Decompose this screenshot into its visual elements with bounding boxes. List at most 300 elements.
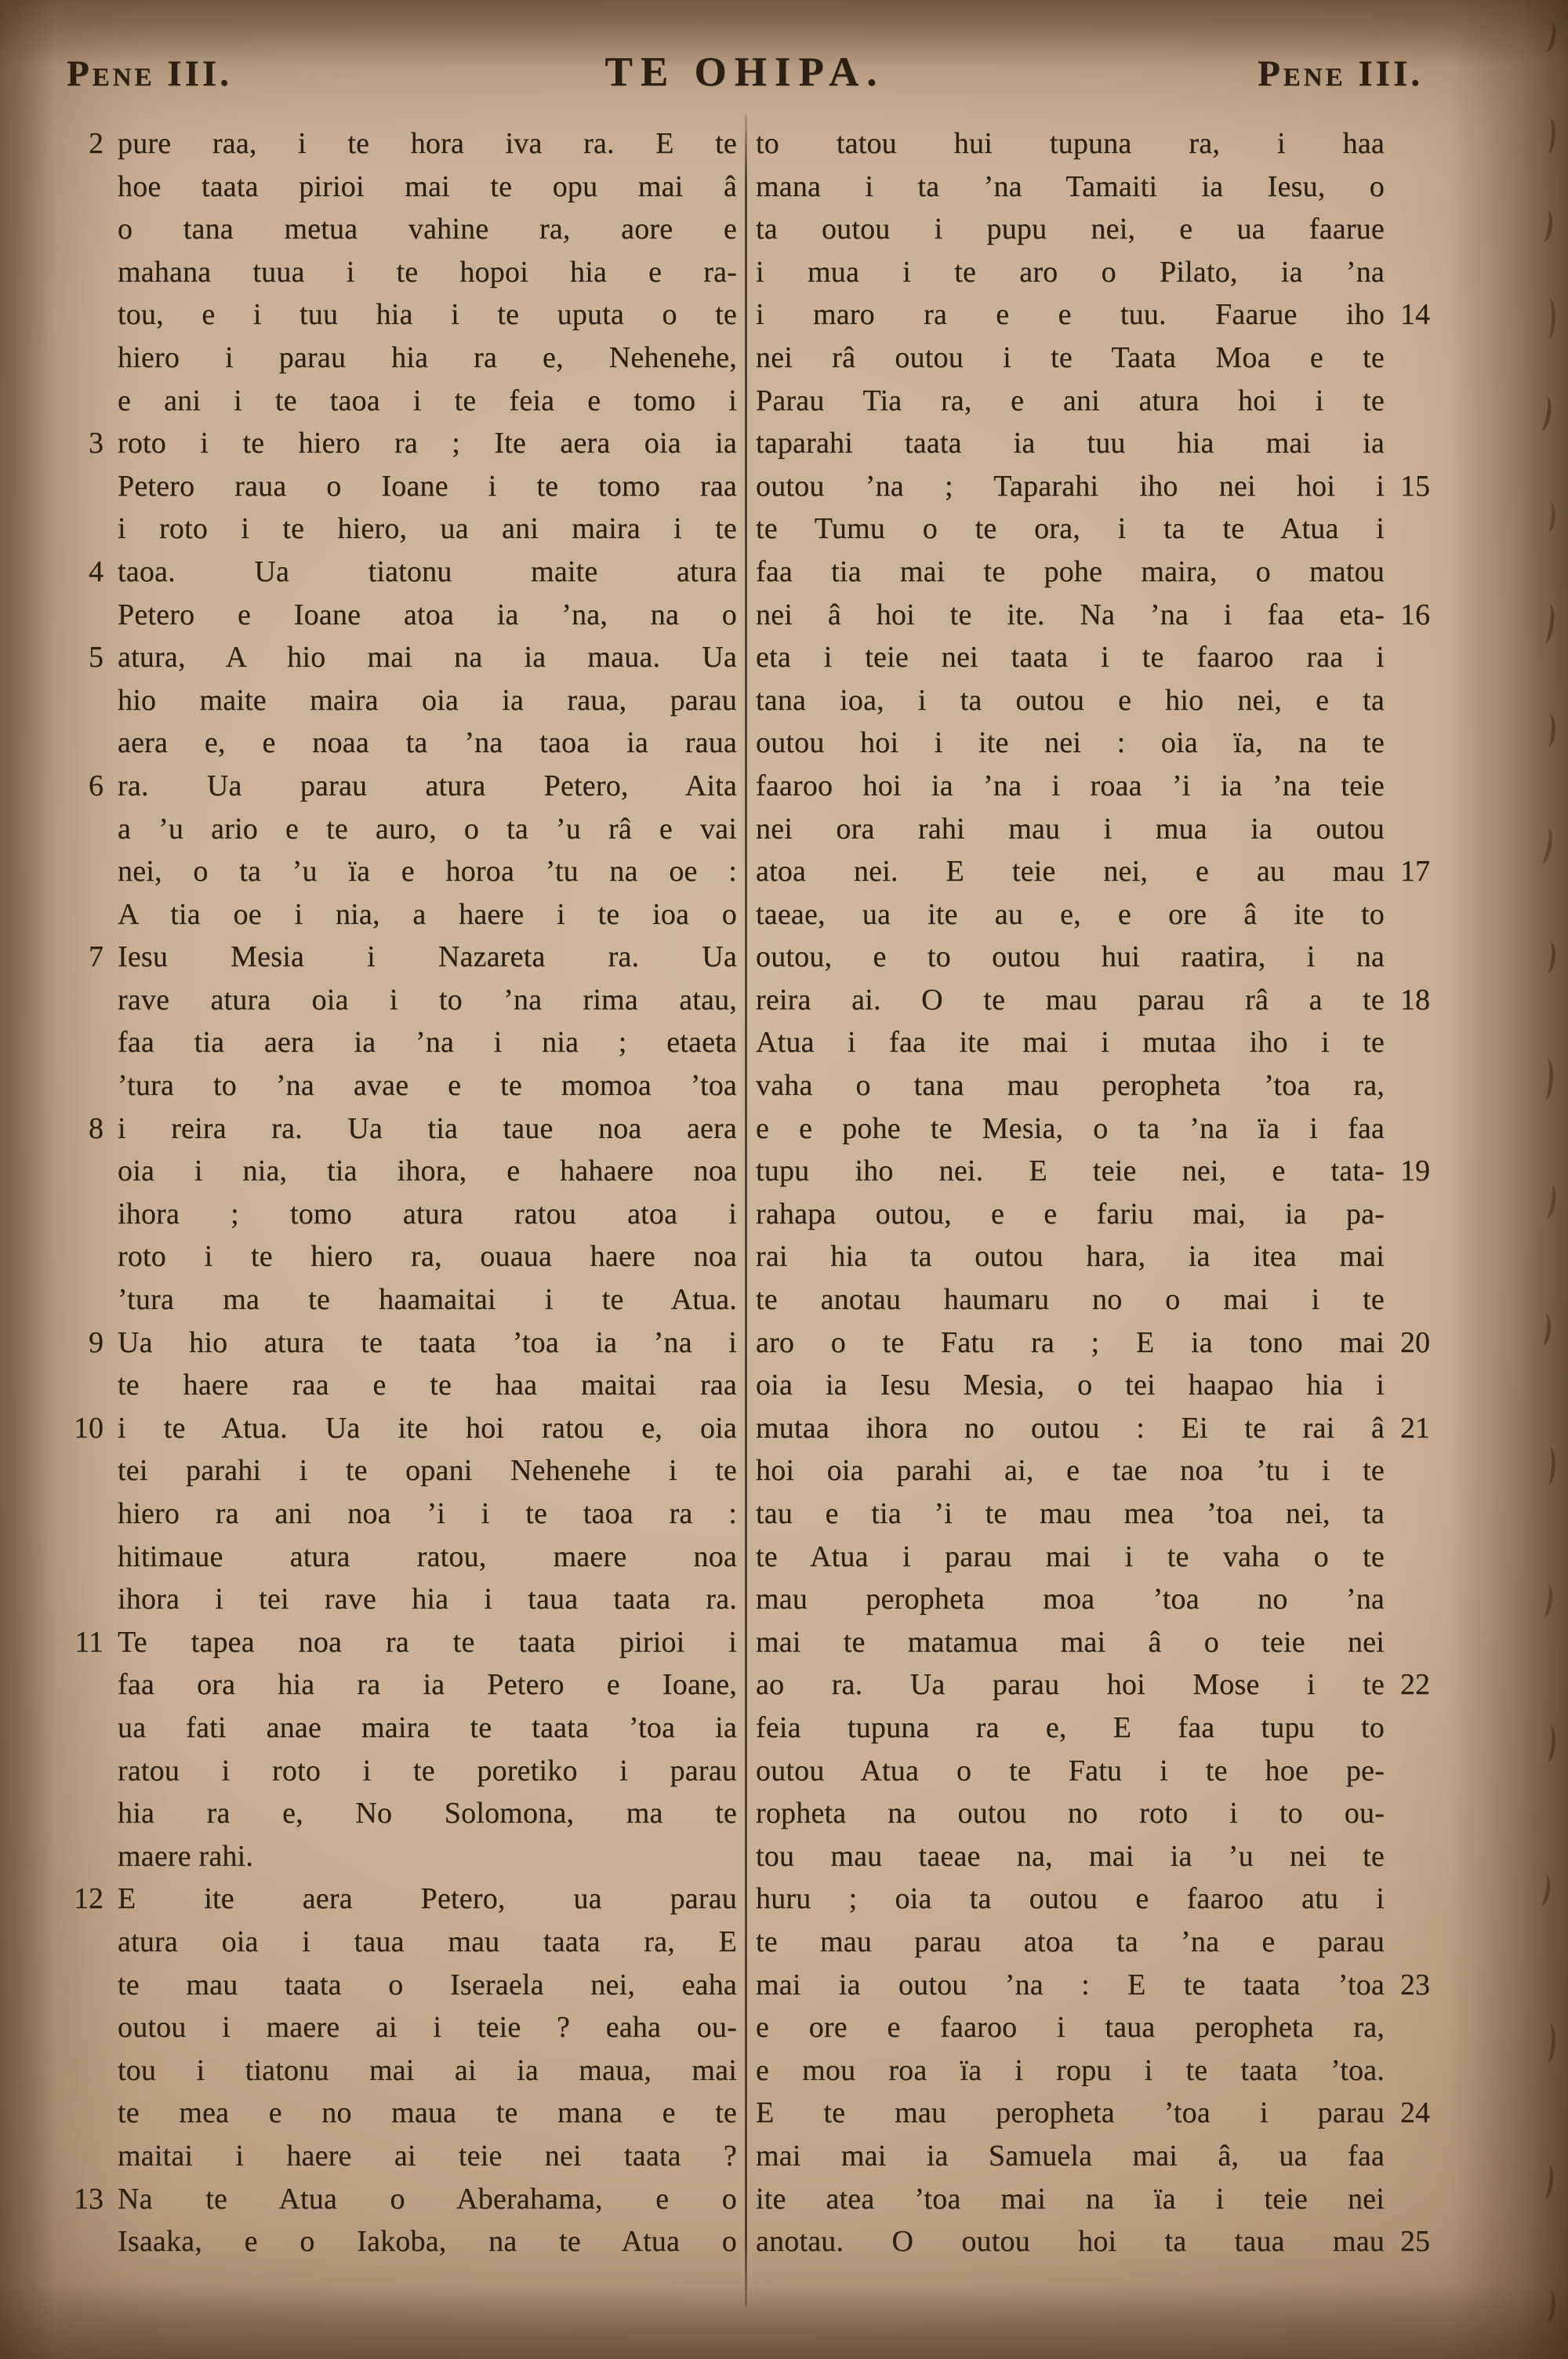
- verse-line: [50, 1750, 737, 1793]
- verse-line: [756, 1792, 1446, 1835]
- verse-line: [756, 1750, 1446, 1793]
- verse-text: roto i te hiero ra ; Ite aera oia ia: [118, 427, 737, 460]
- verse-text: mai mai ia Samuela mai â, ua faa: [756, 2139, 1385, 2172]
- verse-line: [756, 422, 1446, 465]
- verse-line: [50, 165, 737, 209]
- verse-line: [756, 765, 1446, 808]
- verse-text: mana i ta ’na Tamaiti ia Iesu, o: [756, 169, 1385, 203]
- verse-line: [50, 893, 737, 936]
- verse-number: [1385, 765, 1446, 808]
- verse-number: [1385, 1578, 1446, 1621]
- verse-line: [756, 551, 1446, 594]
- verse-number: [50, 165, 118, 209]
- verse-line: [756, 465, 1446, 508]
- verse-line: [756, 1321, 1446, 1365]
- page-edge-mark: [1538, 1183, 1559, 1220]
- verse-text: tei parahi i te opani Nehenehe i te: [118, 1454, 737, 1488]
- verse-number: [50, 2220, 118, 2263]
- verse-number: [50, 1707, 118, 1750]
- verse-line: [756, 165, 1446, 209]
- verse-number: [1385, 1064, 1446, 1107]
- verse-number: [1385, 1621, 1446, 1664]
- verse-line: [50, 122, 737, 165]
- verse-number: [1385, 2049, 1446, 2092]
- verse-line: [50, 1193, 737, 1236]
- verse-text: hoe taata pirioi mai te opu mai â: [118, 169, 737, 203]
- verse-number: 3: [89, 427, 103, 460]
- page-edge-mark: [1537, 1058, 1555, 1100]
- verse-number: [50, 251, 118, 294]
- verse-line: [50, 808, 737, 851]
- verse-line: [756, 1536, 1446, 1579]
- verse-text: mai te matamua mai â o teie nei: [756, 1625, 1385, 1659]
- verse-line: [756, 1235, 1446, 1278]
- verse-text: o tana metua vahine ra, aore e: [118, 213, 737, 246]
- page-edge-mark: [1535, 209, 1555, 243]
- verse-number: 16: [1400, 598, 1430, 631]
- verse-text: nei, o ta ’u ïa e horoa ’tu na oe :: [118, 855, 737, 889]
- verse-text: faa tia aera ia ’na i nia ; etaeta: [118, 1026, 737, 1060]
- verse-text: ratou i roto i te poretiko i parau: [118, 1754, 737, 1787]
- verse-text: faa ora hia ra ia Petero e Ioane,: [118, 1668, 737, 1702]
- verse-number: [50, 1492, 118, 1536]
- verse-text: hoi oia parahi ai, e tae noa ’tu i te: [756, 1454, 1385, 1488]
- verse-number: [1385, 251, 1446, 294]
- verse-text: i te Atua. Ua ite hoi ratou e, oia: [118, 1411, 737, 1445]
- verse-text: ite atea ’toa mai na ïa i teie nei: [756, 2182, 1385, 2215]
- verse-number: [1385, 1364, 1446, 1407]
- running-header: [67, 49, 1423, 96]
- running-header-left: Pene III.: [67, 53, 232, 94]
- verse-line: [50, 2092, 737, 2135]
- verse-text: hiero ra ani noa ’i i te taoa ra :: [118, 1497, 737, 1530]
- verse-number: [1385, 1449, 1446, 1492]
- page-edge-mark: [1533, 1873, 1554, 1906]
- verse-text: nei râ outou i te Taata Moa e te: [756, 340, 1385, 374]
- verse-number: 5: [89, 641, 103, 674]
- verse-line: [50, 551, 737, 594]
- verse-number: [50, 507, 118, 551]
- verse-text: atura oia i taua mau taata ra, E: [118, 1925, 737, 1958]
- verse-number: 22: [1400, 1668, 1430, 1702]
- verse-number: [50, 979, 118, 1022]
- verse-text: atoa nei. E teie nei, e au mau: [756, 855, 1385, 889]
- verse-text: maitai i haere ai teie nei taata ?: [118, 2139, 737, 2172]
- verse-text: hitimaue atura ratou, maere noa: [118, 1539, 737, 1573]
- verse-line: [50, 1663, 737, 1707]
- verse-number: [1385, 679, 1446, 722]
- verse-number: [50, 1021, 118, 1064]
- right-text-column: [756, 122, 1446, 2263]
- verse-line: [50, 1707, 737, 1750]
- verse-line: [756, 1921, 1446, 1964]
- verse-line: [50, 1278, 737, 1321]
- verse-line: [50, 2006, 737, 2049]
- verse-number: [1385, 1835, 1446, 1878]
- verse-text: hia ra e, No Solomona, ma te: [118, 1797, 737, 1830]
- verse-number: [1385, 722, 1446, 765]
- verse-text: tou mau taeae na, mai ia ’u nei te: [756, 1839, 1385, 1873]
- verse-line: [756, 1193, 1446, 1236]
- page-edge-mark: [1540, 501, 1557, 533]
- verse-line: [756, 1449, 1446, 1492]
- verse-text: tou i tiatonu mai ai ia maua, mai: [118, 2053, 737, 2087]
- verse-line: [756, 1364, 1446, 1407]
- verse-text: oia i nia, tia ihora, e hahaere noa: [118, 1154, 737, 1188]
- verse-text: faaroo hoi ia ’na i roaa ’i ia ’na teie: [756, 769, 1385, 802]
- page-edge-mark: [1540, 117, 1558, 154]
- verse-line: [50, 1921, 737, 1964]
- verse-line: [50, 1877, 737, 1921]
- verse-number: [50, 1235, 118, 1278]
- verse-line: [756, 2006, 1446, 2049]
- page-edge-mark: [1534, 827, 1555, 865]
- verse-number: 2: [89, 127, 103, 160]
- verse-line: [756, 336, 1446, 380]
- verse-line: [756, 2092, 1446, 2135]
- verse-text: a ’u ario e te auro, o ta ’u râ e vai: [118, 812, 737, 845]
- running-header-right: Pene III.: [1258, 53, 1423, 94]
- verse-line: [756, 1278, 1446, 1321]
- verse-text: ’tura ma te haamaitai i te Atua.: [118, 1283, 737, 1317]
- verse-line: [756, 1663, 1446, 1707]
- verse-text: ao ra. Ua parau hoi Mose i te: [756, 1668, 1385, 1702]
- verse-text: mutaa ihora no outou : Ei te rai â: [756, 1411, 1385, 1445]
- page-edge-mark: [1539, 940, 1557, 973]
- verse-number: 20: [1400, 1325, 1430, 1359]
- verse-text: ra. Ua parau atura Petero, Aita: [118, 769, 737, 802]
- verse-line: [756, 1064, 1446, 1107]
- verse-number: [50, 722, 118, 765]
- verse-text: ihora i tei rave hia i taua taata ra.: [118, 1583, 737, 1616]
- verse-number: 8: [89, 1111, 103, 1145]
- verse-text: Petero e Ioane atoa ia ’na, na o: [118, 598, 737, 631]
- verse-text: roto i te hiero ra, ouaua haere noa: [118, 1240, 737, 1274]
- verse-number: [50, 850, 118, 893]
- verse-text: feia tupuna ra e, E faa tupu to: [756, 1710, 1385, 1744]
- page-edge-mark: [1534, 395, 1555, 432]
- verse-line: [50, 722, 737, 765]
- verse-text: A tia oe i nia, a haere i te ioa o: [118, 897, 737, 931]
- verse-text: ihora ; tomo atura ratou atoa i: [118, 1197, 737, 1230]
- verse-text: te Atua i parau mai i te vaha o te: [756, 1539, 1385, 1573]
- verse-text: hiero i parau hia ra e, Nehenehe,: [118, 340, 737, 374]
- verse-line: [756, 1877, 1446, 1921]
- verse-line: [50, 1321, 737, 1365]
- verse-line: [50, 1449, 737, 1492]
- verse-text: reira ai. O te mau parau râ a te: [756, 983, 1385, 1016]
- verse-text: hio maite maira oia ia raua, parau: [118, 683, 737, 717]
- page-edge-mark: [1538, 20, 1559, 53]
- verse-line: [756, 1578, 1446, 1621]
- verse-number: [1385, 1750, 1446, 1793]
- verse-text: e ore e faaroo i taua peropheta ra,: [756, 2011, 1385, 2045]
- verse-number: [1385, 208, 1446, 251]
- verse-line: [50, 1235, 737, 1278]
- verse-number: [1385, 1792, 1446, 1835]
- verse-number: 4: [89, 554, 103, 588]
- verse-text: faa tia mai te pohe maira, o matou: [756, 554, 1385, 588]
- verse-number: 15: [1400, 469, 1430, 503]
- verse-text: E ite aera Petero, ua parau: [118, 1882, 737, 1916]
- verse-text: oia ia Iesu Mesia, o tei haapao hia i: [756, 1369, 1385, 1402]
- verse-text: Isaaka, e o Iakoba, na te Atua o: [118, 2225, 737, 2259]
- verse-line: [756, 380, 1446, 423]
- verse-number: [1385, 936, 1446, 979]
- verse-line: [756, 1835, 1446, 1878]
- verse-number: [1385, 1235, 1446, 1278]
- verse-line: [756, 2178, 1446, 2221]
- verse-text: te mea e no maua te mana e te: [118, 2096, 737, 2130]
- verse-line: [756, 808, 1446, 851]
- verse-line: [50, 465, 737, 508]
- column-divider-rule: [745, 114, 747, 2306]
- verse-line: [756, 293, 1446, 336]
- verse-text: nei â hoi te ite. Na ’na i faa eta-: [756, 598, 1385, 631]
- verse-number: [1385, 1278, 1446, 1321]
- verse-text: te mau parau atoa ta ’na e parau: [756, 1925, 1385, 1958]
- verse-number: 6: [89, 769, 103, 802]
- verse-number: [50, 893, 118, 936]
- verse-number: [1385, 507, 1446, 551]
- verse-line: [756, 1621, 1446, 1664]
- verse-number: 13: [74, 2182, 103, 2215]
- verse-number: [50, 1750, 118, 1793]
- verse-line: [50, 1064, 737, 1107]
- verse-number: [50, 594, 118, 637]
- verse-line: [50, 293, 737, 336]
- verse-text: i roto i te hiero, ua ani maira i te: [118, 512, 737, 546]
- verse-number: [1385, 1021, 1446, 1064]
- verse-line: [50, 1364, 737, 1407]
- verse-number: 7: [89, 940, 103, 974]
- verse-line: [50, 594, 737, 637]
- verse-number: [1385, 808, 1446, 851]
- verse-line: [50, 1964, 737, 2007]
- verse-line: [50, 636, 737, 679]
- verse-number: [1385, 1536, 1446, 1579]
- verse-text: Parau Tia ra, e ani atura hoi i te: [756, 383, 1385, 417]
- verse-line: [756, 1407, 1446, 1450]
- verse-line: [50, 2135, 737, 2178]
- verse-number: [1385, 2006, 1446, 2049]
- verse-line: [756, 1964, 1446, 2007]
- verse-line: [756, 636, 1446, 679]
- verse-number: 25: [1400, 2225, 1430, 2259]
- verse-line: [756, 251, 1446, 294]
- page-edge-mark: [1536, 2164, 1555, 2200]
- page-edge-mark: [1539, 2023, 1557, 2063]
- verse-number: 23: [1400, 1968, 1430, 2001]
- verse-text: mau peropheta moa ’toa no ’na: [756, 1583, 1385, 1616]
- verse-line: [50, 1792, 737, 1835]
- verse-line: [756, 122, 1446, 165]
- verse-text: i mua i te aro o Pilato, ia ’na: [756, 255, 1385, 289]
- verse-line: [756, 936, 1446, 979]
- verse-line: [756, 594, 1446, 637]
- verse-line: [50, 936, 737, 979]
- verse-number: [1385, 1707, 1446, 1750]
- verse-number: [50, 1364, 118, 1407]
- verse-number: [50, 1536, 118, 1579]
- verse-text: Petero raua o Ioane i te tomo raa: [118, 469, 737, 503]
- verse-number: [50, 293, 118, 336]
- verse-number: [50, 380, 118, 423]
- verse-number: [50, 465, 118, 508]
- page-title: TE OHIPA.: [604, 49, 885, 95]
- verse-line: [50, 2178, 737, 2221]
- verse-line: [756, 1492, 1446, 1536]
- page-edge-mark: [1539, 2289, 1557, 2322]
- verse-text: Te tapea noa ra te taata pirioi i: [118, 1625, 737, 1659]
- verse-text: rave atura oia i to ’na rima atau,: [118, 983, 737, 1016]
- verse-line: [50, 2220, 737, 2263]
- verse-text: atura, A hio mai na ia maua. Ua: [118, 641, 737, 674]
- verse-number: [50, 1193, 118, 1236]
- page-edge-mark: [1540, 1446, 1557, 1485]
- verse-number: [1385, 636, 1446, 679]
- verse-text: outou Atua o te Fatu i te hoe pe-: [756, 1754, 1385, 1787]
- verse-text: outou i maere ai i teie ? eaha ou-: [118, 2011, 737, 2045]
- verse-number: [1385, 165, 1446, 209]
- verse-line: [50, 380, 737, 423]
- verse-text: te mau taata o Iseraela nei, eaha: [118, 1968, 737, 2001]
- verse-text: mai ia outou ’na : E te taata ’toa: [756, 1968, 1385, 2001]
- verse-text: aera e, e noaa ta ’na taoa ia raua: [118, 726, 737, 760]
- verse-text: ta outou i pupu nei, e ua faarue: [756, 213, 1385, 246]
- verse-line: [50, 208, 737, 251]
- verse-number: [50, 1835, 118, 1878]
- verse-number: 17: [1400, 855, 1430, 889]
- verse-text: taparahi taata ia tuu hia mai ia: [756, 427, 1385, 460]
- verse-text: outou hoi i ite nei : oia ïa, na te: [756, 726, 1385, 760]
- verse-text: e mou roa ïa i ropu i te taata ’toa.: [756, 2053, 1385, 2087]
- verse-number: [1385, 1193, 1446, 1236]
- verse-number: [50, 1064, 118, 1107]
- verse-number: [50, 208, 118, 251]
- verse-text: maere rahi.: [118, 1839, 254, 1873]
- verse-number: [1385, 1877, 1446, 1921]
- verse-text: e e pohe te Mesia, o ta ’na ïa i faa: [756, 1111, 1385, 1145]
- verse-text: pure raa, i te hora iva ra. E te: [118, 127, 737, 160]
- verse-number: [50, 1792, 118, 1835]
- page-edge-mark: [1539, 1725, 1557, 1762]
- verse-line: [50, 251, 737, 294]
- verse-text: i maro ra e e tuu. Faarue iho: [756, 298, 1385, 332]
- verse-number: [1385, 893, 1446, 936]
- verse-text: tupu iho nei. E teie nei, e tata-: [756, 1154, 1385, 1188]
- verse-text: te anotau haumaru no o mai i te: [756, 1283, 1385, 1317]
- page-edge-mark: [1537, 603, 1557, 644]
- verse-number: 14: [1400, 298, 1430, 332]
- verse-line: [756, 893, 1446, 936]
- verse-number: [50, 1449, 118, 1492]
- verse-number: 12: [74, 1882, 103, 1916]
- verse-text: tau e tia ’i te mau mea ’toa nei, ta: [756, 1497, 1385, 1530]
- verse-number: [50, 2049, 118, 2092]
- verse-text: anotau. O outou hoi ta taua mau: [756, 2225, 1385, 2259]
- verse-number: [50, 808, 118, 851]
- verse-line: [50, 1107, 737, 1150]
- verse-text: Na te Atua o Aberahama, e o: [118, 2182, 737, 2215]
- verse-text: Ua hio atura te taata ’toa ia ’na i: [118, 1325, 737, 1359]
- verse-line: [50, 1536, 737, 1579]
- verse-number: [1385, 122, 1446, 165]
- verse-number: [1385, 422, 1446, 465]
- verse-text: ’tura to ’na avae e te momoa ’toa: [118, 1069, 737, 1103]
- verse-text: nei ora rahi mau i mua ia outou: [756, 812, 1385, 845]
- verse-text: ua fati anae maira te taata ’toa ia: [118, 1710, 737, 1744]
- verse-line: [756, 208, 1446, 251]
- page-edge-mark: [1540, 713, 1557, 747]
- verse-number: [1385, 551, 1446, 594]
- verse-line: [50, 422, 737, 465]
- verse-line: [50, 679, 737, 722]
- verse-number: [50, 1663, 118, 1707]
- verse-text: Atua i faa ite mai i mutaa iho i te: [756, 1026, 1385, 1060]
- verse-number: 19: [1400, 1154, 1430, 1188]
- verse-line: [756, 979, 1446, 1022]
- verse-text: i reira ra. Ua tia taue noa aera: [118, 1111, 737, 1145]
- verse-number: [1385, 1492, 1446, 1536]
- verse-text: rai hia ta outou hara, ia itea mai: [756, 1240, 1385, 1274]
- page-edge-mark: [1540, 297, 1557, 339]
- verse-text: E te mau peropheta ’toa i parau: [756, 2096, 1385, 2130]
- verse-number: [50, 2006, 118, 2049]
- verse-number: [50, 2092, 118, 2135]
- verse-text: aro o te Fatu ra ; E ia tono mai: [756, 1325, 1385, 1359]
- verse-text: vaha o tana mau peropheta ’toa ra,: [756, 1069, 1385, 1103]
- verse-number: [50, 679, 118, 722]
- page-edge-mark: [1534, 1313, 1553, 1346]
- verse-line: [50, 979, 737, 1022]
- verse-number: 24: [1400, 2096, 1430, 2130]
- verse-line: [756, 2049, 1446, 2092]
- verse-line: [756, 2135, 1446, 2178]
- verse-line: [50, 2049, 737, 2092]
- verse-line: [50, 1621, 737, 1664]
- verse-text: Iesu Mesia i Nazareta ra. Ua: [118, 940, 737, 974]
- verse-line: [50, 1407, 737, 1450]
- verse-line: [50, 765, 737, 808]
- verse-number: [50, 1278, 118, 1321]
- verse-text: te Tumu o te ora, i ta te Atua i: [756, 512, 1385, 546]
- verse-line: [50, 1021, 737, 1064]
- verse-line: [756, 850, 1446, 893]
- verse-number: 21: [1400, 1411, 1430, 1445]
- verse-line: [756, 2220, 1446, 2263]
- verse-number: [50, 1964, 118, 2007]
- verse-line: [50, 1492, 737, 1536]
- verse-text: tou, e i tuu hia i te uputa o te: [118, 298, 737, 332]
- verse-line: [756, 722, 1446, 765]
- page-edge-mark: [1535, 1583, 1555, 1619]
- verse-line: [756, 1021, 1446, 1064]
- verse-text: outou, e to outou hui raatira, i na: [756, 940, 1385, 974]
- verse-line: [50, 1150, 737, 1193]
- verse-number: [1385, 380, 1446, 423]
- verse-text: tana ioa, i ta outou e hio nei, e ta: [756, 683, 1385, 717]
- verse-text: eta i teie nei taata i te faaroo raa i: [756, 641, 1385, 674]
- left-text-column: [50, 122, 737, 2263]
- verse-line: [756, 507, 1446, 551]
- verse-number: [1385, 1107, 1446, 1150]
- verse-text: mahana tuua i te hopoi hia e ra-: [118, 255, 737, 289]
- verse-line: [50, 850, 737, 893]
- verse-number: 18: [1400, 983, 1430, 1016]
- verse-number: [50, 1921, 118, 1964]
- verse-text: ropheta na outou no roto i to ou-: [756, 1797, 1385, 1830]
